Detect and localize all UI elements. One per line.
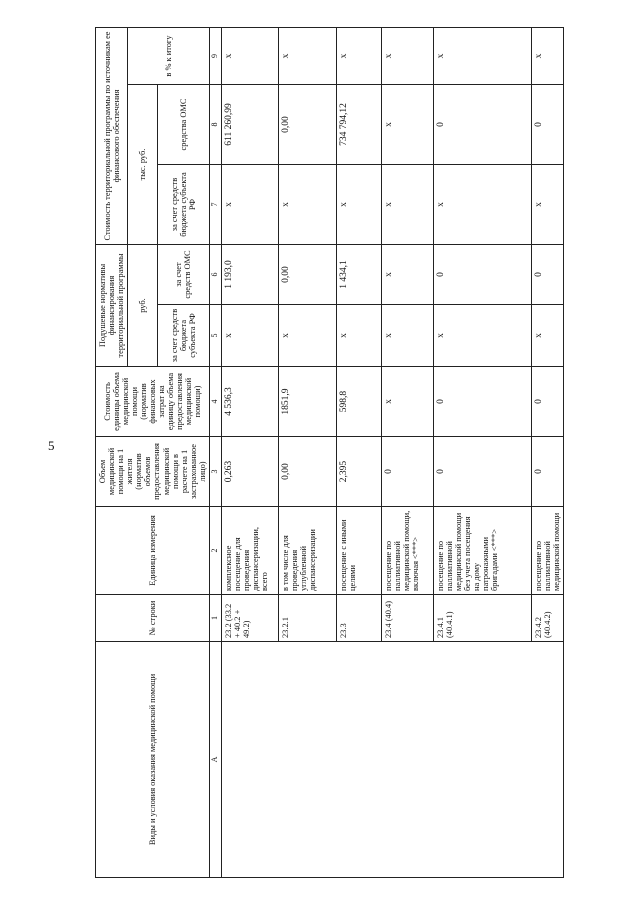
care-type-cell <box>221 642 563 878</box>
cell-budget-cost: х <box>433 165 531 245</box>
cell-percent: х <box>381 28 433 85</box>
cell-budget-norm: х <box>278 305 336 367</box>
header-group-789: Стоимость территориальной программы по источникам ее финансового обеспечения <box>96 28 128 245</box>
cell-percent: х <box>531 28 563 85</box>
header-rub: руб. <box>128 245 158 367</box>
cell-percent: х <box>221 28 278 85</box>
cell-unit-cost: х <box>381 367 433 437</box>
row-number: 23.2.1 <box>278 595 336 642</box>
cell-volume: 0 <box>531 437 563 507</box>
cell-budget-norm: х <box>381 305 433 367</box>
cell-volume: 0 <box>433 437 531 507</box>
header-col-5: за счет средств бюджета субъекта РФ <box>157 305 209 367</box>
header-col-1: № строки <box>96 595 210 642</box>
cell-budget-norm: х <box>336 305 381 367</box>
row-unit: в том числе для проведения углубленной диспансеризации <box>278 507 336 595</box>
cell-unit-cost: 0 <box>433 367 531 437</box>
cell-oms-cost: 0,00 <box>278 85 336 165</box>
header-col-9: в % к итогу <box>128 28 210 85</box>
cell-unit-cost: 1851,9 <box>278 367 336 437</box>
cell-oms-cost: 0 <box>531 85 563 165</box>
cell-oms-norm: 0 <box>531 245 563 305</box>
header-col-4: Стоимость единицы объема медицинской помощи (норматив финансовых затрат на единицу объема предоставления медицинской помощи) <box>96 367 210 437</box>
col-number: 5 <box>209 305 221 367</box>
cell-budget-norm: х <box>433 305 531 367</box>
col-number: 2 <box>209 507 221 595</box>
cell-percent: х <box>336 28 381 85</box>
col-number: 7 <box>209 165 221 245</box>
cell-budget-cost: х <box>381 165 433 245</box>
table-row <box>221 28 278 878</box>
header-row-1 <box>96 28 128 878</box>
column-number-row <box>209 28 221 878</box>
header-thous-rub: тыс. руб. <box>128 85 158 245</box>
cell-oms-norm: 1 193,0 <box>221 245 278 305</box>
header-group-56: Подушевые нормативы финансирования территориальной программы <box>96 245 128 367</box>
row-number: 23.3 <box>336 595 381 642</box>
cell-unit-cost: 4 536,3 <box>221 367 278 437</box>
col-number: 8 <box>209 85 221 165</box>
cell-oms-cost: 0 <box>433 85 531 165</box>
cell-oms-cost: 734 794,12 <box>336 85 381 165</box>
row-number: 23.4.2 (40.4.2) <box>531 595 563 642</box>
cell-percent: х <box>433 28 531 85</box>
row-number: 23.2 (33.2 + 40.2 + 49.2) <box>221 595 278 642</box>
page-number: 5 <box>48 438 55 453</box>
cell-volume: 0,00 <box>278 437 336 507</box>
cell-volume: 2,395 <box>336 437 381 507</box>
header-col-7: за счет средств бюджета субъекта РФ <box>157 165 209 245</box>
row-unit: посещение по паллиативной медицинской помощи без учета посещения на дому патронажными бригадами <***> <box>433 507 531 595</box>
cell-budget-norm: х <box>531 305 563 367</box>
cell-oms-norm: х <box>381 245 433 305</box>
header-col-8: средства ОМС <box>157 85 209 165</box>
col-number: 9 <box>209 28 221 85</box>
col-number: 6 <box>209 245 221 305</box>
header-col-3: Объем медицинской помощи на 1 жителя (норматив объемов предоставления медицинской помощи в расчете на 1 застрахованное лицо) <box>96 437 210 507</box>
row-unit: посещение по паллиативной медицинской помощи, включая <***> <box>381 507 433 595</box>
cell-oms-norm: 1 434,1 <box>336 245 381 305</box>
rotated-table-wrapper <box>95 28 562 878</box>
row-number: 23.4.1 (40.4.1) <box>433 595 531 642</box>
cell-budget-cost: х <box>336 165 381 245</box>
col-number: 1 <box>209 595 221 642</box>
col-number: 4 <box>209 367 221 437</box>
col-number: 3 <box>209 437 221 507</box>
cell-budget-norm: х <box>221 305 278 367</box>
cell-unit-cost: 598,8 <box>336 367 381 437</box>
medical-care-cost-table <box>95 27 564 878</box>
cell-oms-norm: 0 <box>433 245 531 305</box>
cell-oms-cost: 611 260,99 <box>221 85 278 165</box>
cell-volume: 0,263 <box>221 437 278 507</box>
cell-percent: х <box>278 28 336 85</box>
cell-unit-cost: 0 <box>531 367 563 437</box>
header-col-a: Виды и условия оказания медицинской помощи <box>96 642 210 878</box>
cell-oms-cost: х <box>381 85 433 165</box>
header-col-6: за счет средств ОМС <box>157 245 209 305</box>
col-number: А <box>209 642 221 878</box>
cell-volume: 0 <box>381 437 433 507</box>
cell-oms-norm: 0,00 <box>278 245 336 305</box>
cell-budget-cost: х <box>278 165 336 245</box>
row-unit: комплексное посещение для проведения диспансеризации, всего <box>221 507 278 595</box>
row-unit: посещение с иными целями <box>336 507 381 595</box>
cell-budget-cost: х <box>531 165 563 245</box>
header-col-2: Единица измерения <box>96 507 210 595</box>
row-number: 23.4 (40.4) <box>381 595 433 642</box>
cell-budget-cost: х <box>221 165 278 245</box>
row-unit: посещение по паллиативной медицинской помощи <box>531 507 563 595</box>
